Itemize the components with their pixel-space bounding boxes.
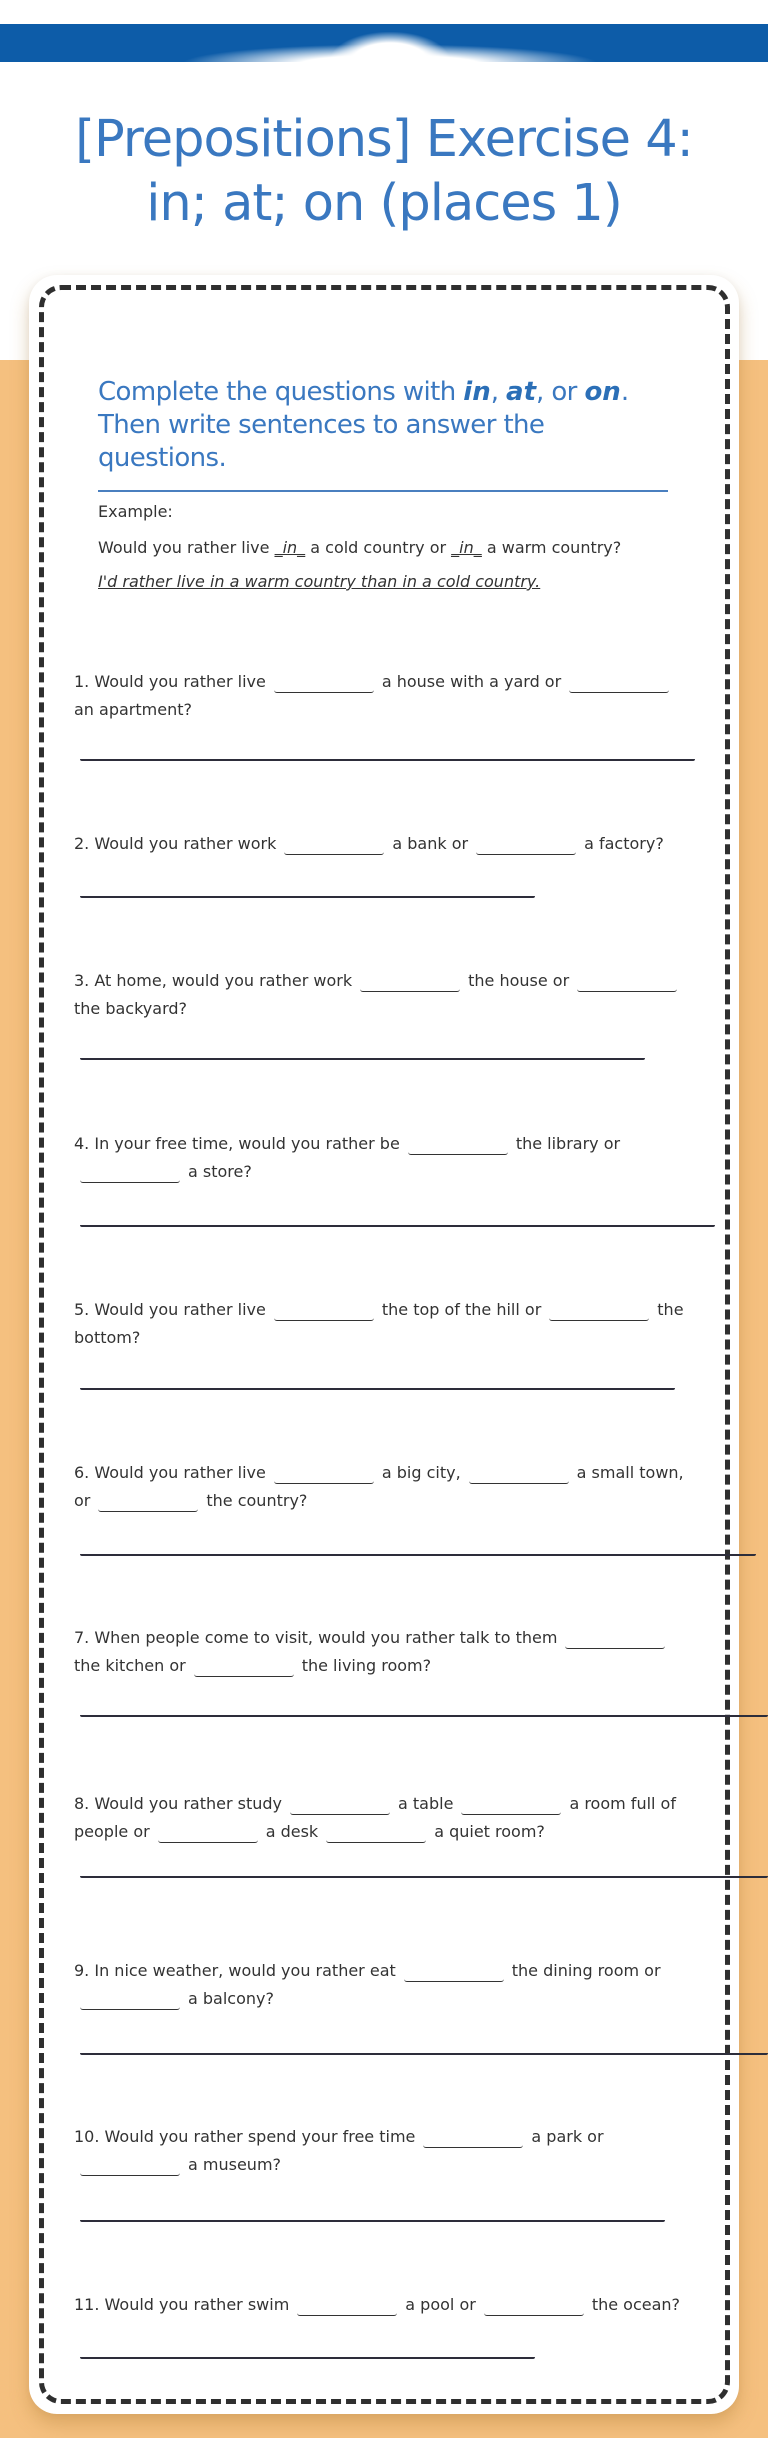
question-8 — [74, 1790, 699, 1846]
blank-input[interactable] — [469, 1466, 569, 1484]
question-7 — [74, 1624, 699, 1680]
blank-input[interactable] — [274, 1466, 374, 1484]
blank-input[interactable] — [326, 1825, 426, 1843]
blank-input[interactable] — [577, 974, 677, 992]
question-10 — [74, 2123, 699, 2179]
question-text: the living room? — [301, 1656, 432, 1675]
page-title — [0, 108, 768, 236]
answer-line-1[interactable] — [80, 759, 695, 761]
question-text: a house with a yard or — [381, 672, 562, 691]
question-text: a pool or — [405, 2295, 476, 2314]
question-text: a quiet room? — [434, 1822, 545, 1841]
blank-input[interactable] — [423, 2130, 523, 2148]
answer-line-4[interactable] — [80, 1225, 715, 1227]
question-text: a desk — [265, 1822, 319, 1841]
answer-line-5[interactable] — [80, 1388, 675, 1390]
blank-input[interactable] — [408, 1137, 508, 1155]
question-text: a park or — [531, 2127, 604, 2146]
example-label: Example: — [98, 502, 173, 521]
question-text: a small town, or — [74, 1463, 684, 1510]
instructions — [98, 376, 678, 475]
instructions-text: Complete the questions with — [98, 377, 464, 407]
question-text: the bottom? — [74, 1300, 684, 1347]
question-text: 9. In nice weather, would you rather eat — [74, 1961, 396, 1980]
question-text: the backyard? — [74, 999, 188, 1018]
blank-input[interactable] — [569, 675, 669, 693]
blank-input[interactable] — [98, 1494, 198, 1512]
instructions-sep: , or — [536, 377, 585, 407]
question-text: 2. Would you rather work — [74, 834, 277, 853]
blank-input[interactable] — [290, 1797, 390, 1815]
blank-input[interactable] — [274, 675, 374, 693]
answer-line-10[interactable] — [80, 2220, 665, 2222]
example-question — [98, 538, 621, 557]
blank-input[interactable] — [476, 837, 576, 855]
blank-input[interactable] — [549, 1303, 649, 1321]
example-text: Would you rather live — [98, 538, 275, 557]
answer-line-6[interactable] — [80, 1554, 756, 1556]
question-text: 8. Would you rather study — [74, 1794, 283, 1813]
blank-input[interactable] — [80, 1992, 180, 2010]
question-text: 1. Would you rather live — [74, 672, 266, 691]
question-text: the ocean? — [591, 2295, 681, 2314]
question-11 — [74, 2291, 699, 2319]
question-text: 11. Would you rather swim — [74, 2295, 290, 2314]
question-text: the dining room or — [511, 1961, 661, 1980]
blank-input[interactable] — [158, 1825, 258, 1843]
question-4 — [74, 1130, 699, 1186]
answer-line-11[interactable] — [80, 2357, 535, 2359]
example-text: a cold country or — [305, 538, 452, 557]
question-text: a room full of people or — [74, 1794, 676, 1841]
blank-input[interactable] — [404, 1964, 504, 1982]
question-1 — [74, 668, 699, 724]
blank-input[interactable] — [80, 2158, 180, 2176]
question-text: 3. At home, would you rather work — [74, 971, 353, 990]
page-title-line2: in; at; on (places 1) — [146, 174, 622, 233]
question-text: a table — [398, 1794, 454, 1813]
question-text: the library or — [515, 1134, 621, 1153]
question-3 — [74, 967, 699, 1023]
answer-line-2[interactable] — [80, 896, 535, 898]
answer-line-3[interactable] — [80, 1058, 645, 1060]
blank-input[interactable] — [284, 837, 384, 855]
question-5 — [74, 1296, 699, 1352]
question-text: the top of the hill or — [381, 1300, 542, 1319]
instructions-sep: , — [490, 377, 507, 407]
question-text: a balcony? — [188, 1989, 274, 2008]
instructions-text: . Then write sentences to answer the questions. — [98, 377, 629, 473]
answer-line-7[interactable] — [80, 1715, 768, 1717]
question-text: the country? — [206, 1491, 308, 1510]
blank-input[interactable] — [360, 974, 460, 992]
keyword-on: on — [584, 377, 621, 407]
question-text: an apartment? — [74, 700, 192, 719]
question-9 — [74, 1957, 699, 2013]
answer-line-9[interactable] — [80, 2053, 768, 2055]
question-2 — [74, 830, 699, 858]
question-text: 5. Would you rather live — [74, 1300, 266, 1319]
blank-input[interactable] — [484, 2298, 584, 2316]
question-text: a factory? — [584, 834, 664, 853]
blank-input[interactable] — [461, 1797, 561, 1815]
question-text: 6. Would you rather live — [74, 1463, 266, 1482]
question-text: a museum? — [188, 2155, 282, 2174]
keyword-in: in — [463, 377, 491, 407]
question-text: a big city, — [381, 1463, 461, 1482]
example-blank: _in_ — [274, 538, 306, 557]
question-text: a bank or — [392, 834, 469, 853]
page-title-line1: [Prepositions] Exercise 4: — [75, 110, 693, 169]
blank-input[interactable] — [297, 2298, 397, 2316]
question-text: 7. When people come to visit, would you rather talk to them — [74, 1628, 558, 1647]
question-text: 4. In your free time, would you rather be — [74, 1134, 400, 1153]
example-text: a warm country? — [481, 538, 622, 557]
blank-input[interactable] — [565, 1631, 665, 1649]
keyword-at: at — [506, 377, 537, 407]
instructions-divider — [98, 490, 668, 492]
blank-input[interactable] — [274, 1303, 374, 1321]
blank-input[interactable] — [80, 1165, 180, 1183]
example-answer: I'd rather live in a warm country than in a cold country. — [98, 572, 541, 591]
question-text: 10. Would you rather spend your free time — [74, 2127, 416, 2146]
question-6 — [74, 1459, 699, 1515]
question-text: the house or — [468, 971, 570, 990]
question-text: the kitchen or — [74, 1656, 186, 1675]
blank-input[interactable] — [194, 1659, 294, 1677]
answer-line-8[interactable] — [80, 1876, 768, 1878]
question-text: a store? — [188, 1162, 252, 1181]
example-blank: _in_ — [451, 538, 482, 557]
header-band-peak — [330, 32, 450, 62]
